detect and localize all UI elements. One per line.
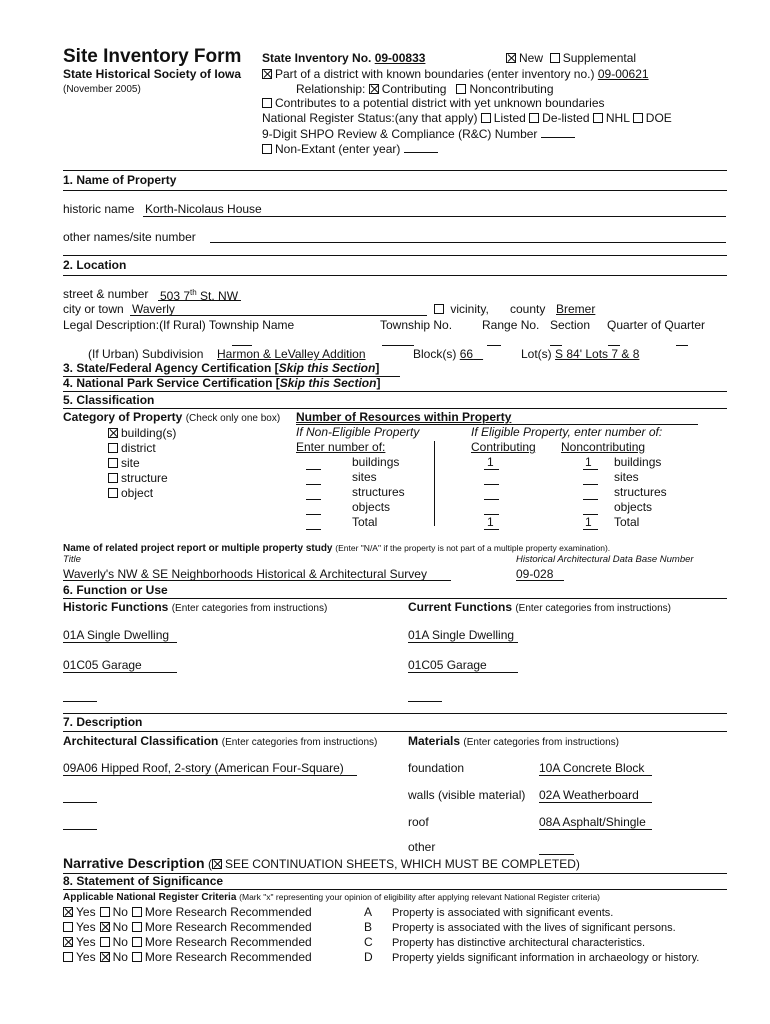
range-no-field[interactable] (487, 345, 501, 346)
vicinity-row (434, 303, 489, 317)
noncontributing-count: 1 (585, 455, 592, 469)
district-number[interactable]: 09-00621 (597, 67, 649, 81)
material-label: walls (visible material) (408, 788, 526, 802)
criterion-choices (63, 936, 316, 950)
hadb-label: Historical Architectural Data Base Number (516, 554, 694, 565)
category-checkbox[interactable] (108, 443, 118, 453)
criterion-more-checkbox[interactable] (132, 907, 142, 917)
title-label: Title (63, 554, 81, 565)
criterion-no-label: No (112, 950, 128, 964)
non-extant-year-field[interactable] (404, 142, 438, 153)
historic-function-line (63, 672, 177, 673)
historic-function-value[interactable]: 01C05 Garage (63, 658, 142, 672)
criterion-more-checkbox[interactable] (132, 922, 142, 932)
noncontributing-count: 1 (585, 515, 592, 529)
category-label: structure (121, 471, 168, 485)
doe-label: DOE (645, 111, 672, 125)
current-functions-note: (Enter categories from instructions) (515, 603, 671, 614)
architectural-classification-label: Architectural Classification (63, 734, 219, 748)
potential-district-row (262, 97, 605, 111)
criterion-yes-label: Yes (76, 935, 96, 949)
divider (63, 255, 727, 256)
section-3-skip: Skip this Section (278, 361, 376, 375)
criterion-no-checkbox[interactable] (100, 907, 110, 917)
inventory-number-row (262, 52, 425, 66)
street-line (158, 300, 241, 301)
non-eligible-count-field[interactable] (306, 514, 321, 515)
city-value[interactable]: Waverly (132, 302, 175, 316)
section-6-heading: 6. Function or Use (63, 583, 168, 597)
non-extant-row (262, 142, 438, 157)
section-3-heading (63, 362, 379, 376)
criterion-letter: D (364, 950, 373, 964)
noncontributing-column-label: Noncontributing (561, 440, 646, 454)
nhl-label: NHL (605, 111, 630, 125)
township-no-label: Township No. (380, 318, 453, 332)
category-option (108, 471, 176, 486)
non-extant-label: Non-Extant (enter year) (275, 142, 401, 156)
legal-description-row (63, 319, 294, 333)
listed-checkbox[interactable] (481, 113, 491, 123)
lot-label: Lot(s) (521, 347, 552, 361)
current-function-value[interactable]: 01C05 Garage (408, 658, 487, 672)
resource-row-label: objects (614, 500, 653, 514)
architectural-classification-note: (Enter categories from instructions) (221, 737, 378, 748)
category-label: Category of Property (63, 410, 183, 424)
category-list (108, 426, 176, 501)
architectural-classification-value[interactable]: 09A06 Hipped Roof, 2-story (American Four-Square) (63, 761, 344, 775)
new-checkbox[interactable] (506, 53, 516, 63)
criterion-more-label: More Research Recommended (144, 950, 312, 964)
other-names-label: other names/site number (63, 230, 196, 244)
divider (63, 391, 727, 392)
current-function-line (408, 701, 442, 702)
criterion-yes-label: Yes (76, 905, 96, 919)
criterion-letter: B (364, 920, 373, 934)
doe-checkbox[interactable] (633, 113, 643, 123)
category-checkbox[interactable] (108, 473, 118, 483)
material-label: foundation (408, 761, 465, 775)
category-label: site (121, 456, 140, 470)
historic-function-line (63, 701, 97, 702)
organization-name: State Historical Society of Iowa (63, 67, 242, 81)
criterion-letter: C (364, 935, 373, 949)
nr-status-label: National Register Status:(any that apply) (262, 111, 478, 125)
district-checkbox[interactable] (262, 69, 272, 79)
block-value[interactable]: 66 (459, 347, 474, 361)
township-name-field[interactable] (232, 345, 252, 346)
vicinity-label: vicinity, (450, 302, 489, 316)
resource-row-label: structures (614, 485, 667, 499)
rc-number-field[interactable] (541, 127, 575, 138)
related-number-line (516, 580, 564, 581)
resources-heading: Number of Resources within Property (296, 410, 512, 424)
block-value-pad (473, 347, 483, 361)
resource-row-label: sites (614, 470, 639, 484)
category-label: building(s) (121, 426, 177, 440)
resource-row-label: Total (614, 515, 640, 529)
current-function-value[interactable]: 01A Single Dwelling (408, 628, 515, 642)
relationship-label: Relationship: (296, 82, 366, 96)
criterion-no-checkbox[interactable] (100, 922, 110, 932)
delisted-label: De-listed (542, 111, 590, 125)
resource-row-label: structures (352, 485, 405, 499)
category-heading (63, 411, 280, 425)
criterion-text: Property is associated with significant events. (392, 907, 614, 919)
eligible-label: If Eligible Property, enter number of: (471, 425, 663, 439)
noncontributing-count-field[interactable] (583, 499, 598, 500)
non-eligible-count-field[interactable] (306, 469, 321, 470)
resource-row-label: buildings (352, 455, 400, 469)
nhl-checkbox[interactable] (593, 113, 603, 123)
divider (63, 408, 727, 409)
historic-name-value[interactable]: Korth-Nicolaus House (145, 202, 262, 216)
historic-functions-heading (63, 601, 327, 615)
material-line (539, 802, 652, 803)
historic-functions-note: (Enter categories from instructions) (171, 603, 328, 614)
potential-district-label: Contributes to a potential district with yet unknown boundaries (275, 96, 605, 110)
contributing-count-field[interactable] (484, 484, 499, 485)
criterion-more-checkbox[interactable] (132, 952, 142, 962)
noncontributing-count-field[interactable] (583, 484, 598, 485)
criterion-yes-checkbox[interactable] (63, 907, 73, 917)
current-functions-heading (408, 601, 671, 615)
street-value-sup: th (190, 288, 197, 297)
criterion-choices (63, 951, 316, 965)
resource-row-label: objects (352, 500, 391, 514)
section-2-heading: 2. Location (63, 258, 127, 272)
street-value-name: St. NW (196, 289, 239, 303)
related-title-line (63, 580, 451, 581)
material-value[interactable]: 02A Weatherboard (539, 788, 639, 802)
urban-label: (If Urban) Subdivision (88, 347, 204, 361)
section-4-heading-text: 4. National Park Service Certification [ (63, 376, 280, 390)
materials-heading (408, 735, 619, 749)
non-eligible-label: If Non-Eligible Property (296, 425, 420, 439)
inventory-number-value[interactable]: 09-00833 (374, 51, 426, 65)
architectural-classification-heading (63, 735, 377, 749)
relationship-row (296, 83, 554, 97)
section-4-skip: Skip this Section (279, 376, 377, 390)
narrative-row (63, 855, 580, 872)
category-label: district (121, 441, 156, 455)
subdivision-value[interactable]: Harmon & LeValley Addition (217, 347, 366, 361)
non-eligible-count-field[interactable] (306, 484, 321, 485)
category-option (108, 486, 176, 501)
architectural-classification-line (63, 775, 357, 776)
related-study-row (63, 543, 610, 555)
section-4-bracket: ] (376, 376, 381, 390)
township-no-field[interactable] (382, 345, 414, 346)
criterion-letter: A (364, 905, 373, 919)
architectural-classification-line (63, 829, 97, 830)
block-label: Block(s) (413, 347, 457, 361)
criterion-no-checkbox[interactable] (100, 952, 110, 962)
section-3-heading-text: 3. State/Federal Agency Certification [ (63, 361, 279, 375)
section-8-heading: 8. Statement of Significance (63, 874, 224, 888)
district-row (262, 68, 649, 82)
historic-name-line (143, 216, 726, 217)
city-line (130, 315, 427, 316)
narrative-text: SEE CONTINUATION SHEETS, WHICH MUST BE COMPLETED) (224, 857, 580, 871)
category-note: (Check only one box) (185, 413, 281, 424)
criteria-label: Applicable National Register Criteria (63, 892, 237, 903)
street-label: street & number (63, 287, 149, 301)
criterion-text: Property yields significant information in archaeology or history. (392, 952, 700, 964)
contributing-count: 1 (487, 515, 494, 529)
criterion-more-label: More Research Recommended (144, 935, 312, 949)
criterion-no-label: No (112, 920, 128, 934)
potential-district-checkbox[interactable] (262, 98, 272, 108)
criterion-no-label: No (112, 935, 128, 949)
lot-row (521, 348, 639, 362)
criterion-choices (63, 906, 316, 920)
non-eligible-count-field[interactable] (306, 499, 321, 500)
current-functions-label: Current Functions (408, 600, 512, 614)
contributing-label: Contributing (381, 82, 447, 96)
noncontributing-checkbox[interactable] (456, 84, 466, 94)
section-field[interactable] (550, 345, 562, 346)
related-study-label: Name of related project report or multiple property study (63, 543, 333, 554)
supplemental-label: Supplemental (562, 51, 637, 65)
category-option (108, 441, 176, 456)
criterion-text: Property has distinctive architectural characteristics. (392, 937, 646, 949)
legal-description-label: Legal Description: (63, 318, 160, 332)
historic-function-value[interactable]: 01A Single Dwelling (63, 628, 170, 642)
form-date: (November 2005) (63, 84, 141, 95)
quarter-field[interactable] (608, 345, 620, 346)
criterion-yes-checkbox[interactable] (63, 937, 73, 947)
criterion-yes-checkbox[interactable] (63, 952, 73, 962)
category-checkbox[interactable] (108, 488, 118, 498)
divider (63, 170, 727, 171)
supplemental-checkbox[interactable] (550, 53, 560, 63)
historic-functions-label: Historic Functions (63, 600, 169, 614)
divider (63, 713, 727, 714)
quarter-of-quarter-field[interactable] (676, 345, 688, 346)
new-checkbox-row (506, 52, 636, 66)
county-value[interactable]: Bremer (556, 302, 596, 316)
materials-note: (Enter categories from instructions) (463, 737, 619, 748)
noncontributing-label: Noncontributing (469, 82, 554, 96)
divider (63, 275, 727, 276)
narrative-label: Narrative Description (63, 855, 205, 871)
criterion-yes-checkbox[interactable] (63, 922, 73, 932)
section-3-bracket: ] (375, 361, 380, 375)
rc-number-label: 9-Digit SHPO Review & Compliance (R&C) Number (262, 127, 538, 141)
new-label: New (519, 51, 544, 65)
related-study-note: (Enter "N/A" if the property is not part of a multiple property examination). (335, 543, 611, 553)
section-4-heading (63, 377, 380, 391)
historic-name-label: historic name (63, 202, 135, 216)
resource-row-label: Total (352, 515, 378, 529)
contributing-column-label: Contributing (471, 440, 536, 454)
category-label: object (121, 486, 154, 500)
page-title: Site Inventory Form (63, 46, 242, 67)
resource-row-label: sites (352, 470, 377, 484)
county-label: county (510, 302, 546, 316)
contributing-count-field[interactable] (484, 499, 499, 500)
township-name-label: Township Name (208, 318, 295, 332)
material-label: roof (408, 815, 429, 829)
criterion-yes-label: Yes (76, 950, 96, 964)
criteria-heading (63, 892, 600, 904)
criterion-more-label: More Research Recommended (144, 905, 312, 919)
non-extant-checkbox[interactable] (262, 144, 272, 154)
street-value-number: 503 7 (160, 289, 191, 303)
material-value[interactable]: 08A Asphalt/Shingle (539, 815, 646, 829)
contributing-checkbox[interactable] (369, 84, 379, 94)
enter-number-label: Enter number of: (296, 440, 386, 454)
criterion-choices (63, 921, 316, 935)
divider (63, 731, 727, 732)
section-5-heading: 5. Classification (63, 393, 155, 407)
category-option (108, 426, 176, 441)
category-checkbox[interactable] (108, 458, 118, 468)
material-line (539, 775, 652, 776)
material-value[interactable]: 10A Concrete Block (539, 761, 645, 775)
city-label: city or town (63, 302, 124, 316)
non-eligible-count-field[interactable] (306, 529, 321, 530)
category-checkbox[interactable] (108, 428, 118, 438)
criterion-no-checkbox[interactable] (100, 937, 110, 947)
contributing-count: 1 (487, 455, 494, 469)
vicinity-checkbox[interactable] (434, 304, 444, 314)
criterion-more-checkbox[interactable] (132, 937, 142, 947)
section-1-heading: 1. Name of Property (63, 173, 177, 187)
listed-label: Listed (493, 111, 526, 125)
narrative-paren: ( (207, 857, 212, 871)
criterion-text: Property is associated with the lives of significant persons. (392, 922, 676, 934)
divider (63, 598, 727, 599)
nr-status-row (262, 112, 672, 126)
criterion-no-label: No (112, 905, 128, 919)
column-divider (434, 441, 435, 526)
historic-function-line (63, 642, 177, 643)
block-row (413, 348, 483, 362)
related-number-value[interactable]: 09-028 (516, 567, 554, 581)
inventory-number-label: State Inventory No. (262, 51, 372, 65)
quarter-of-quarter-label: Quarter of Quarter (607, 318, 706, 332)
divider (63, 190, 727, 191)
district-label: Part of a district with known boundaries (enter inventory no.) (275, 67, 595, 81)
other-names-line (210, 242, 726, 243)
lot-value[interactable]: S 84' Lots 7 & 8 (555, 347, 640, 361)
materials-label: Materials (408, 734, 461, 748)
related-title-value[interactable]: Waverly's NW & SE Neighborhoods Historical & Architectural Survey (63, 567, 427, 581)
material-label: other (408, 840, 436, 854)
architectural-classification-line (63, 802, 97, 803)
delisted-checkbox[interactable] (529, 113, 539, 123)
current-function-line (408, 642, 518, 643)
divider (63, 889, 727, 890)
criterion-yes-label: Yes (76, 920, 96, 934)
resource-row-label: buildings (614, 455, 662, 469)
criteria-note: (Mark "x" representing your opinion of eligibility after applying relevant National Register criteria) (239, 892, 601, 902)
material-line (539, 829, 652, 830)
current-function-line (408, 672, 518, 673)
section-label: Section (550, 318, 591, 332)
rc-number-row (262, 127, 575, 142)
range-no-label: Range No. (482, 318, 540, 332)
section-7-heading: 7. Description (63, 715, 143, 729)
criterion-more-label: More Research Recommended (144, 920, 312, 934)
narrative-checkbox[interactable] (212, 859, 222, 869)
category-option (108, 456, 176, 471)
rural-label: (If Rural) (159, 318, 206, 332)
